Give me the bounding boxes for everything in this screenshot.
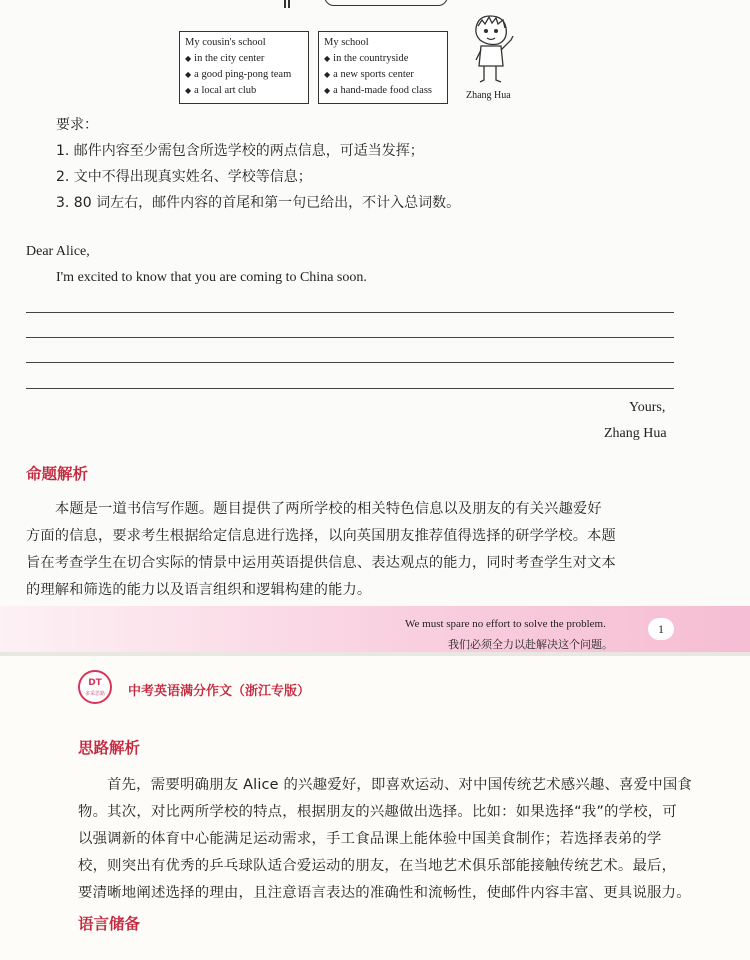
requirement-item: 1. 邮件内容至少需包含所选学校的两点信息，可适当发挥； bbox=[56, 143, 424, 159]
writing-line bbox=[26, 388, 674, 389]
publisher-logo-icon bbox=[78, 670, 112, 704]
thinking-line: 物。其次，对比两所学校的特点，根据朋友的兴趣做出选择。比如：如果选择“我”的学校，可 bbox=[78, 804, 677, 820]
language-title: 语言储备 bbox=[78, 915, 141, 933]
boy-illustration-icon bbox=[466, 10, 520, 90]
book-title: 中考英语满分作文（浙江专版） bbox=[128, 684, 311, 699]
analysis-line: 本题是一道书信写作题。题目提供了两所学校的相关特色信息以及朋友的有关兴趣爱好 bbox=[55, 501, 602, 517]
requirements-heading: 要求： bbox=[56, 117, 98, 133]
thinking-line: 要清晰地阐述选择的理由，且注意语言表达的准确性和流畅性，使邮件内容丰富、更具说服力。 bbox=[78, 885, 691, 901]
cousin-school-box bbox=[179, 31, 309, 104]
analysis-line: 的理解和筛选的能力以及语言组织和逻辑构建的能力。 bbox=[26, 582, 372, 598]
cousin-school-item: ◆ a good ping-pong team bbox=[185, 67, 303, 83]
logo-mark: DT bbox=[88, 678, 102, 688]
letter-greeting: Dear Alice, bbox=[26, 244, 90, 259]
my-school-item: ◆ a hand-made food class bbox=[324, 83, 442, 99]
thinking-line: 校，则突出有优秀的乒乓球队适合爱运动的朋友，在当地艺术俱乐部能接触传统艺术。最后， bbox=[78, 858, 677, 874]
footer-band bbox=[0, 606, 750, 652]
figure-fragment-icon bbox=[283, 0, 293, 8]
writing-line bbox=[26, 337, 674, 338]
letter-signature: Zhang Hua bbox=[604, 426, 667, 441]
person-caption: Zhang Hua bbox=[466, 90, 511, 101]
speech-bubble-fragment bbox=[324, 0, 448, 6]
cousin-school-item: ◆ a local art club bbox=[185, 83, 303, 99]
requirement-item: 3. 80 词左右，邮件内容的首尾和第一句已给出，不计入总词数。 bbox=[56, 195, 461, 211]
thinking-title: 思路解析 bbox=[78, 739, 141, 757]
my-school-title: My school bbox=[324, 37, 369, 48]
analysis-paragraph bbox=[26, 496, 616, 604]
thinking-line: 以强调新的体育中心能满足运动需求，手工食品课上能体验中国美食制作；若选择表弟的学 bbox=[78, 831, 662, 847]
my-school-item: ◆ in the countryside bbox=[324, 51, 442, 67]
thinking-paragraph bbox=[78, 772, 692, 907]
my-school-item: ◆ a new sports center bbox=[324, 67, 442, 83]
cousin-school-item: ◆ in the city center bbox=[185, 51, 303, 67]
page-two bbox=[0, 656, 750, 960]
my-school-box bbox=[318, 31, 448, 104]
analysis-line: 旨在考查学生在切合实际的情景中运用英语提供信息、表达观点的能力，同时考查学生对文本 bbox=[26, 555, 616, 571]
analysis-line: 方面的信息，要求考生根据给定信息进行选择，以向英国朋友推荐值得选择的研学学校。本题 bbox=[26, 528, 616, 544]
requirement-item: 2. 文中不得出现真实姓名、学校等信息； bbox=[56, 169, 312, 185]
letter-first-line: I'm excited to know that you are coming to China soon. bbox=[56, 270, 367, 285]
letter-closing: Yours, bbox=[629, 400, 666, 415]
logo-subtext: 多采思路 bbox=[84, 691, 105, 697]
writing-line bbox=[26, 362, 674, 363]
page-number: 1 bbox=[648, 618, 674, 640]
cousin-school-title: My cousin's school bbox=[185, 37, 266, 48]
writing-line bbox=[26, 312, 674, 313]
thinking-line: 首先，需要明确朋友 Alice 的兴趣爱好，即喜欢运动、对中国传统艺术感兴趣、喜爱中国食 bbox=[107, 777, 693, 793]
analysis-title: 命题解析 bbox=[26, 465, 89, 483]
footer-quote-cn: 我们必须全力以赴解决这个问题。 bbox=[448, 638, 613, 651]
footer-quote-en: We must spare no effort to solve the problem. bbox=[405, 618, 606, 630]
